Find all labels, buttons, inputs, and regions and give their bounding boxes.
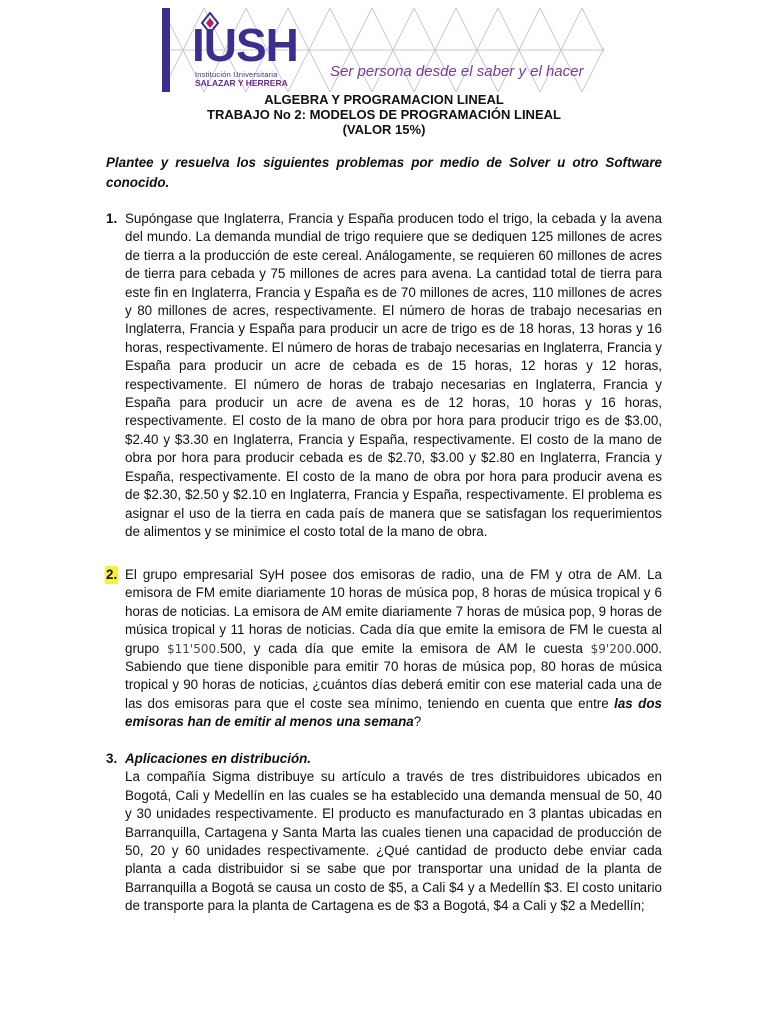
course-title: ALGEBRA Y PROGRAMACION LINEAL [264,92,504,107]
cost-fm: $11'500. [167,641,220,656]
logo-text: IUSH [192,19,298,71]
logo-institution: Institución Universitaria [195,70,278,79]
problem-text [125,566,662,732]
problem-1 [106,210,662,541]
problem-number-highlighted: 2. [106,567,118,582]
instructions: Plantee y resuelva los siguientes problemas por medio de Solver u otro Software conocido. [106,155,662,190]
problem-3 [106,750,662,916]
problem-text: Supóngase que Inglaterra, Francia y España producen todo el trigo, la cebada y la avena del mundo. La demanda mundial de trigo requiere que se dediquen 125 millones de acres de tierra a la producción de este cereal. Análogamente, se requieren 60 millones de acres de tierra para cebada y 75 millones de acres para avena. La cantidad total de tierra para este fin en Inglaterra, Francia y España es de 70 millones de acres, 110 millones de acres y 80 millones de acres, respectivamente. El número de horas de trabajo necesarias en Inglaterra, Francia y España para producir un acre de trigo es de 18 horas, 13 horas y 16 horas, respectivamente. El número de horas de trabajo necesarias en Inglaterra, Francia y España para producir un acre de cebada es de 15 horas, 12 horas y 12 horas, respectivamente. El número de horas de trabajo necesarias en Inglaterra, Francia y España para producir un acre de avena es de 12 horas, 10 horas y 16 horas, respectivamente. El costo de la mano de obra por hora para producir trigo es de $3.00, $2.40 y $3.30 en Inglaterra, Francia y España, respectivamente. El costo de la mano de obra por hora para producir cebada es de $2.70, $3.00 y $2.80 en Inglaterra, Francia y España, respectivamente. El costo de la mano de obra por hora para producir avena es de $2.30, $2.50 y $2.10 en Inglaterra, Francia y España, respectivamente. El problema es asignar el uso de la tierra en cada país de manera que se satisfagan los requerimientos de alimentos y se minimice el costo total de la mano de obra. [125,211,662,539]
problem-text-part: ? [413,714,422,730]
problem-text-part: 000. Sabiendo que tiene disponible para emitir 70 horas de música pop, 80 horas de música tropical y 90 horas de noticias, ¿cuántos días deberá emitir con ese material cada una de las dos emisoras para que el coste sea mínimo, teniendo en cuenta que entre [125,640,663,711]
problem-text-part: El grupo empresarial SyH posee dos emisoras de radio, una de FM y otra de AM. La emisora de FM emite diariamente 10 horas de música pop, 8 horas de música tropical y 6 horas de noticias. La emisora de AM emite diariamente 7 horas de música pop, 9 horas de música tropical y 11 horas de noticias. Cada día que emite la emisora de FM le cuesta al grupo [125,567,662,656]
cost-am: $9'200. [590,641,636,656]
problem-text-part: 500, y cada día que emite la emisora de AM le cuesta [219,640,591,656]
assignment-weight: (VALOR 15%) [342,122,426,137]
problem-number: 3. [106,751,118,766]
problem-2 [106,566,662,732]
logo-institution-name: SALAZAR Y HERRERA [195,78,288,88]
slogan: Ser persona desde el saber y el hacer [330,63,584,80]
document-heading [0,92,768,137]
problem-number: 1. [106,211,118,226]
problem-title: Aplicaciones en distribución. [125,751,312,766]
problem-text: La compañía Sigma distribuye su artículo a través de tres distribuidores ubicados en Bogotá, Cali y Medellín en las cuales se ha establecido una demanda mensual de 50, 40 y 30 unidades respectivamente. El producto es manufacturado en 3 plantas ubicadas en Barranquilla, Cartagena y Santa Marta las cuales tienen una capacidad de producción de 50, 20 y 60 unidades respectivamente. ¿Qué cantidad de producto debe enviar cada planta a cada distribuidor si se sabe que por transportar una unidad de la planta de Barranquilla a Bogotá se causa un costo de $5, a Cali $4 y a Medellín $3. El costo unitario de transporte para la planta de Cartagena es de $3 a Bogotá, $4 a Cali y $2 a Medellín; [125,769,662,914]
header-banner [162,8,604,92]
assignment-title: TRABAJO No 2: MODELOS DE PROGRAMACIÓN LINEAL [207,107,561,122]
emphasis-text: las dos emisoras han de emitir al menos una semana [125,695,662,730]
